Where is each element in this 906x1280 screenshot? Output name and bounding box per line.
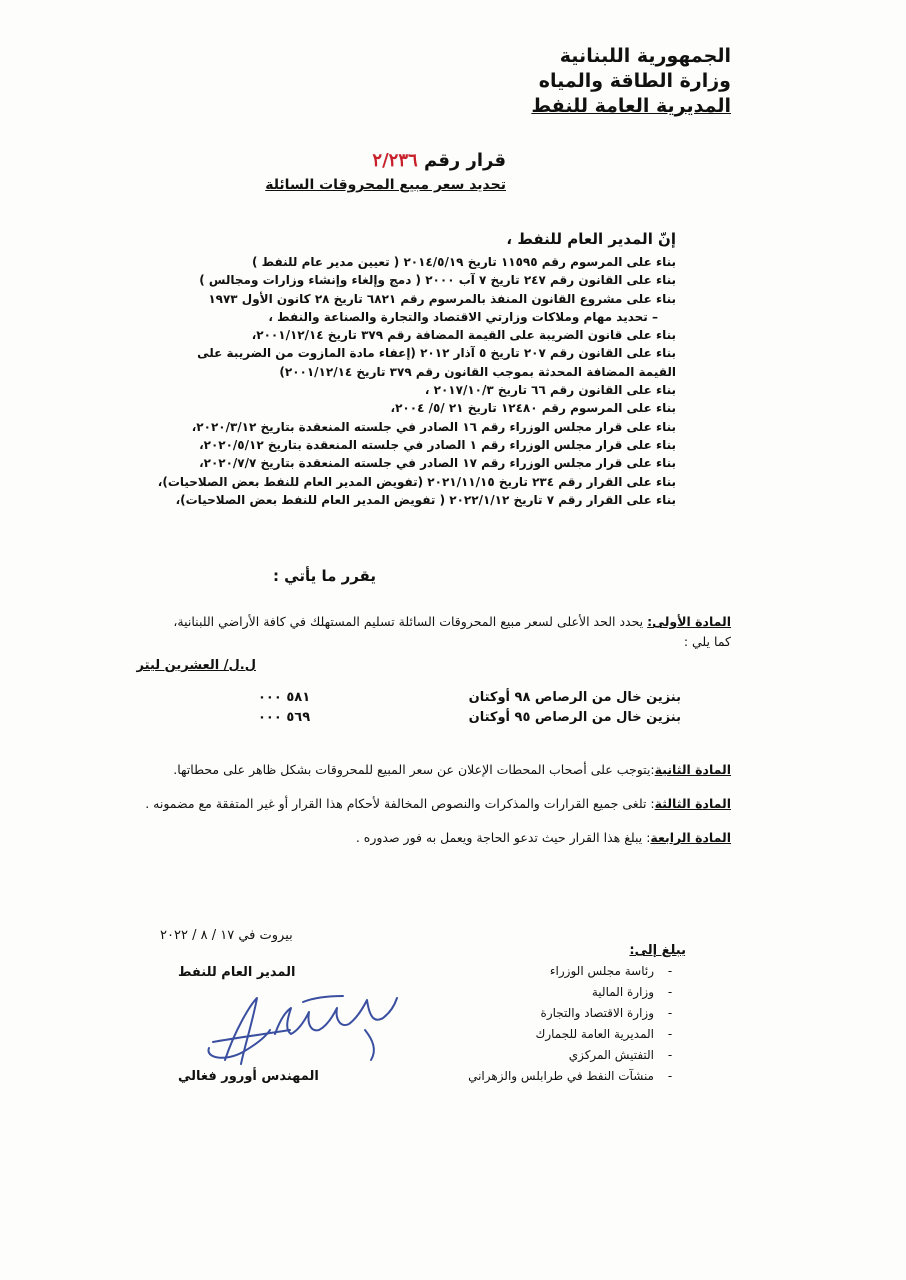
article-3-label: المادة الثالثة: [654, 796, 731, 811]
letterhead-directorate: المديرية العامة للنفط: [531, 95, 731, 117]
price-unit-header: ل.ل/ العشرين ليتر: [136, 658, 256, 673]
article-1-label: المادة الأولى:: [647, 614, 731, 629]
list-item: -منشآت النفط في طرابلس والزهراني: [468, 1069, 673, 1083]
decision-label: قرار رقم: [423, 150, 506, 171]
article-2: [131, 760, 731, 780]
distribution-list: [468, 940, 686, 1087]
decision-number: ٢/٢٣٦: [372, 150, 418, 171]
article-3: [71, 794, 731, 814]
article-4-text: : يبلغ هذا القرار حيث تدعو الحاجة ويعمل به فور صدوره .: [355, 830, 651, 845]
preamble-line: بناء على قرار مجلس الوزراء رقم ١٦ الصادر في جلسته المنعقدة بتاريخ ٢٠٢٠/٣/١٢،: [191, 419, 676, 434]
list-item: -التفتيش المركزي: [568, 1048, 673, 1062]
decision-subject: تحديد سعر مبيع المحروقات السائلة: [265, 177, 506, 193]
signatory-title: المدير العام للنفط: [178, 965, 296, 980]
preamble-line: بناء على القرار رقم ٧ تاريخ ٢٠٢٢/١/١٢ ( تفويض المدير العام للنفط بعض الصلاحيات)،: [175, 492, 676, 507]
letterhead-republic: الجمهورية اللبنانية: [559, 45, 731, 67]
list-item: -وزارة الاقتصاد والتجارة: [540, 1006, 673, 1020]
director-intro: إنّ المدير العام للنفط ،: [506, 230, 676, 248]
list-item: -المديرية العامة للجمارك: [535, 1027, 673, 1041]
preamble-line: بناء على القرار رقم ٢٣٤ تاريخ ٢٠٢١/١١/١٥ (تفويض المدير العام للنفط بعض الصلاحيات)،: [157, 474, 676, 489]
preamble-line: بناء على مشروع القانون المنفذ بالمرسوم رقم ٦٨٢١ تاريخ ٢٨ كانون الأول ١٩٧٣: [208, 291, 676, 306]
article-4: [131, 828, 731, 848]
product-name: بنزين خال من الرصاص ٩٥ أوكتان: [468, 710, 681, 725]
letterhead: [531, 44, 731, 119]
article-1-text: يحدد الحد الأعلى لسعر مبيع المحروقات السائلة تسليم المستهلك في كافة الأراضي اللبنانية، كما يلي :: [173, 614, 731, 649]
article-4-label: المادة الرابعة: [650, 830, 731, 845]
preamble-line: بناء على قرار مجلس الوزراء رقم ١ الصادر في جلسته المنعقدة بتاريخ ٢٠٢٠/٥/١٢،: [199, 437, 676, 452]
distribution-title: يبلغ إلى:: [629, 943, 686, 958]
article-3-text: : تلغى جميع القرارات والمذكرات والنصوص المخالفة لأحكام هذا القرار أو غير المتفقة مع مضمونه .: [145, 796, 655, 811]
product-price: ٥٨١ ٠٠٠: [258, 690, 311, 705]
decides-heading: يقرر ما يأتي :: [272, 567, 376, 585]
preamble-line: القيمة المضافة المحدثة بموجب القانون رقم ٣٧٩ تاريخ ٢٠٠١/١٢/١٤): [279, 364, 676, 379]
place-date: بيروت في ١٧ / ٨ / ٢٠٢٢: [160, 928, 293, 943]
preamble-line: بناء على قانون الضريبة على القيمة المضافة رقم ٣٧٩ تاريخ ٢٠٠١/١٢/١٤،: [251, 328, 676, 343]
list-item: -رئاسة مجلس الوزراء: [549, 964, 673, 978]
article-2-text: :يتوجب على أصحاب المحطات الإعلان عن سعر المبيع للمحروقات بشكل ظاهر على محطاتها.: [173, 762, 655, 777]
preamble-line: بناء على المرسوم رقم ١١٥٩٥ تاريخ ٢٠١٤/٥/١٩ ( تعيين مدير عام للنفط ): [251, 255, 676, 269]
preamble-line: بناء على القانون رقم ٢٤٧ تاريخ ٧ آب ٢٠٠٠ ( دمج وإلغاء وإنشاء وزارات ومجالس ): [199, 273, 676, 288]
product-name: بنزين خال من الرصاص ٩٨ أوكتان: [468, 690, 681, 705]
preamble-line: – تحديد مهام وملاكات وزارتي الاقتصاد والتجارة والصناعة والنفط ،: [268, 309, 658, 324]
product-price: ٥٦٩ ٠٠٠: [258, 710, 311, 725]
preamble-line: بناء على قرار مجلس الوزراء رقم ١٧ الصادر في جلسته المنعقدة بتاريخ ٢٠٢٠/٧/٧،: [199, 456, 676, 471]
article-2-label: المادة الثانية: [654, 762, 731, 777]
letterhead-ministry: وزارة الطاقة والمياه: [538, 70, 731, 92]
handwritten-signature: [195, 990, 405, 1070]
article-1: [171, 612, 731, 652]
signatory-name: المهندس أورور فغالي: [178, 1069, 319, 1084]
preamble-line: بناء على القانون رقم ٦٦ تاريخ ٢٠١٧/١٠/٣ ،: [424, 383, 676, 398]
decision-title: [372, 150, 506, 171]
preamble-line: بناء على المرسوم رقم ١٢٤٨٠ تاريخ ٢١ /٥/ ٢٠٠٤،: [390, 401, 676, 416]
preamble: [157, 253, 676, 509]
list-item: -وزارة المالية: [591, 985, 673, 999]
preamble-line: بناء على القانون رقم ٢٠٧ تاريخ ٥ آذار ٢٠١٢ (إعفاء مادة المازوت من الضريبة على: [197, 346, 676, 361]
